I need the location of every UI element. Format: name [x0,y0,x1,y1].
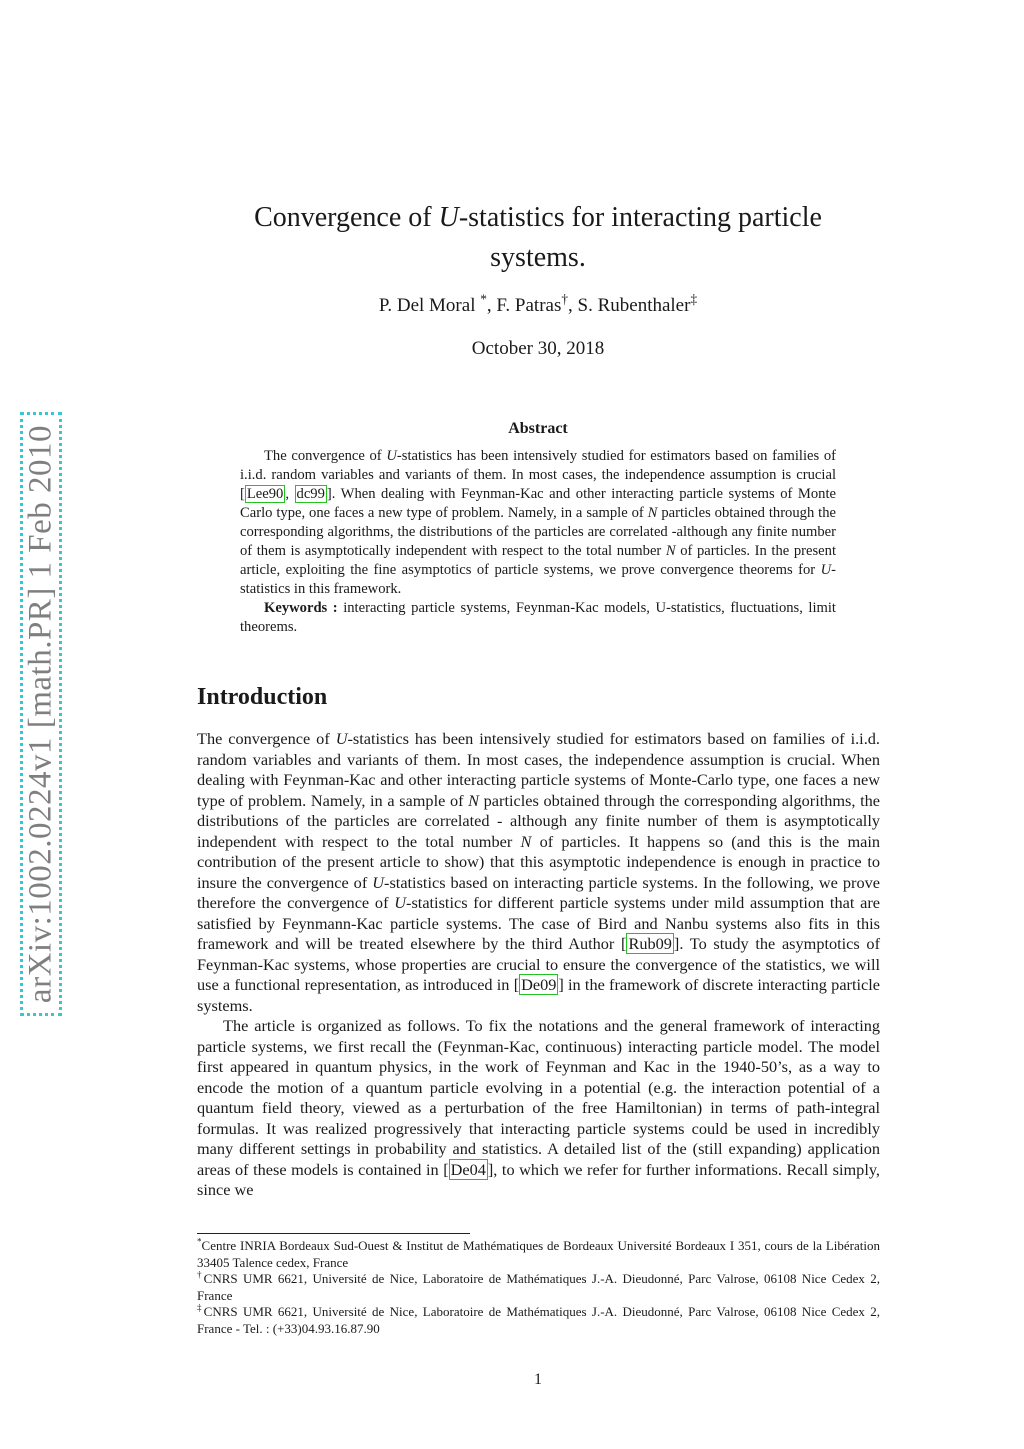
section-heading: Introduction [197,684,328,710]
citation-link[interactable]: Rub09 [628,934,672,953]
author-name: S. Rubenthaler [577,295,691,316]
body-paragraph: The article is organized as follows. To fix the notations and the general framework of interacting particle systems, we first recall the (Feynman-Kac, continuous) interacting particle model. The model first appeared in quantum physics, in the work of Feynman and Kac in the 1940-50’s, as a way to encode the motion of a quantum particle evolving in a potential (e.g. the interaction potential of a quantum field theory, viewed as a perturbation of the free Hamiltonian) in terms of path-integral formulas. It was realized progressively that interacting particle systems could be used in incredibly many different settings in probability and statistics. A detailed list of the (still expanding) application areas of these models is contained in [ De04 ], to which we refer for further informations. Recall simply, since we [197,1016,880,1199]
citation-link[interactable]: dc99 [296,486,325,502]
paper-title: Convergence of U-statistics for interacting particle systems. [254,202,822,273]
abstract-heading: Abstract [508,420,568,437]
arxiv-identifier: arXiv:1002.0224v1 [math.PR] 1 Feb 2010 [22,424,59,1004]
footnote: †CNRS UMR 6621, Université de Nice, Laboratoire de Mathématiques J.-A. Dieudonné, Parc Valrose, 06108 Nice Cedex 2, France [197,1269,881,1303]
footnote-mark: ‡ [690,291,698,307]
abstract-body [240,447,836,637]
citation-link[interactable]: De09 [521,975,557,994]
body-paragraph: The convergence of U-statistics has been intensively studied for estimators based on families of i.i.d. random variables and variants of them. In most cases, the independence assumption is crucial. When dealing with Feynman-Kac and other interacting particle systems of Monte-Carlo type, one faces a new type of problem. Namely, in a sample of N particles obtained through the corresponding algorithms, the distributions of the particles are correlated - although any finite number of them is asymptotically independent with respect to the total number N of particles. It happens so (and this is the main contribution of the present article to show) that this asymptotic independence is enough in practice to insure the convergence of U-statistics based on interacting particle systems. In the following, we prove therefore the convergence of U-statistics for different particle systems under mild assumption that are satisfied by Feynmann-Kac particle systems. The case of Bird and Nanbu systems also fits in this framework and will be treated elsewhere by the third Author [ Rub09 ]. To study the asymptotics of Feynman-Kac systems, whose properties are crucial to ensure the convergence of the statistics, we will use a functional representation, as introduced in [ De09 ] in the framework of discrete interacting particle systems. [197,729,881,1015]
footnote-mark: * [480,291,487,307]
footnote-mark: † [561,291,569,307]
introduction-body [197,729,880,1201]
page-number: 1 [534,1371,542,1388]
author-list: P. Del Moral *, F. Patras†, S. Rubenthaler‡ [378,291,698,316]
footnotes [197,1238,880,1337]
footnote-divider [197,1233,470,1234]
arxiv-stamp [20,412,62,1016]
author-name: P. Del Moral [378,295,476,316]
footnote: *Centre INRIA Bordeaux Sud-Ouest & Institut de Mathématiques de Bordeaux Université Bordeaux I 351, cours de la Libération 33405 Talence cedex, France [197,1236,880,1270]
paper-date: October 30, 2018 [471,338,605,359]
keywords-paragraph: Keywords : interacting particle systems, Feynman-Kac models, U-statistics, fluctuations, limit theorems. [240,600,836,635]
abstract-paragraph: The convergence of U-statistics has been intensively studied for estimators based on families of i.i.d. random variables and variants of them. In most cases, the independence assumption is crucial [ Lee90 , dc99 ]. When dealing with Feynman-Kac and other interacting particle systems of Monte Carlo type, one faces a new type of problem. Namely, in a sample of N particles obtained through the corresponding algorithms, the distributions of the particles are correlated -although any finite number of them is asymptotically independent with respect to the total number N of particles. In the present article, exploiting the fine asymptotics of particle systems, we prove convergence theorems for U-statistics in this framework. [240,448,836,597]
footnote: ‡CNRS UMR 6621, Université de Nice, Laboratoire de Mathématiques J.-A. Dieudonné, Parc Valrose, 06108 Nice Cedex 2, France - Tel. : (+33)04.93.16.87.90 [197,1302,881,1336]
citation-link[interactable]: Lee90 [246,486,284,502]
keywords-label: Keywords : [264,600,338,616]
author-name: F. Patras [496,295,562,316]
citation-link[interactable]: De04 [450,1159,486,1179]
